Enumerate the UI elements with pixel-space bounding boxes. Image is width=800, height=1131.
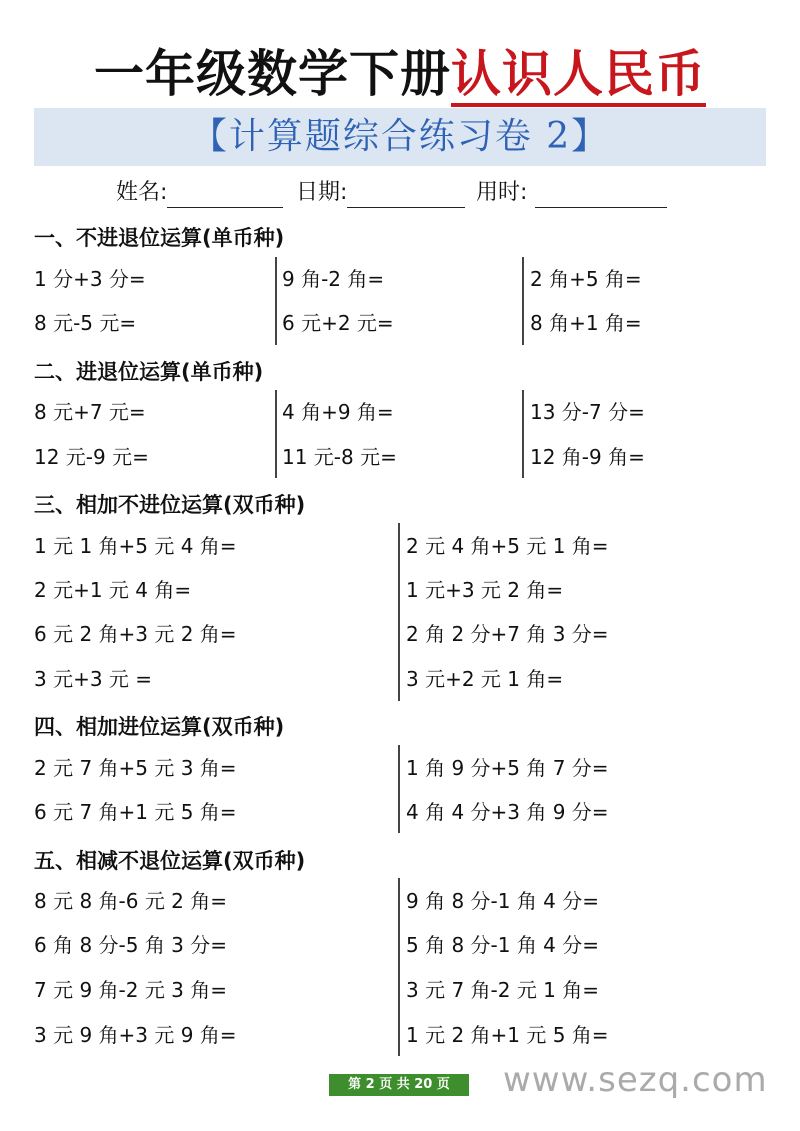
- problem: 4 角+9 角=: [282, 400, 394, 424]
- name-label: 姓名:: [116, 180, 168, 205]
- problem: 12 角-9 角=: [530, 445, 645, 469]
- date-field[interactable]: [296, 178, 465, 208]
- problem: 2 角+5 角=: [530, 267, 642, 291]
- time-field[interactable]: [476, 178, 667, 208]
- section-title: 四、相加进位运算(双币种): [34, 715, 285, 739]
- date-label: 日期:: [296, 180, 348, 205]
- problem: 11 元-8 元=: [282, 445, 397, 469]
- problem: 2 元 4 角+5 元 1 角=: [406, 534, 609, 558]
- column-divider: [398, 523, 400, 701]
- name-blank[interactable]: [167, 183, 283, 208]
- problem: 6 元+2 元=: [282, 311, 394, 335]
- problem: 2 元+1 元 4 角=: [34, 578, 192, 602]
- problem: 3 元+3 元 =: [34, 667, 153, 691]
- website-watermark: www.sezq.com: [503, 1060, 768, 1100]
- problem: 7 元 9 角-2 元 3 角=: [34, 978, 228, 1002]
- problem: 8 角+1 角=: [530, 311, 642, 335]
- subtitle-banner: [34, 108, 766, 166]
- problem: 4 角 4 分+3 角 9 分=: [406, 800, 609, 824]
- worksheet-title: [0, 38, 800, 110]
- problem: 3 元 9 角+3 元 9 角=: [34, 1023, 237, 1047]
- column-divider: [398, 878, 400, 1056]
- problem: 2 元 7 角+5 元 3 角=: [34, 756, 237, 780]
- subtitle-text: 【计算题综合练习卷 2】: [190, 116, 610, 157]
- problem: 13 分-7 分=: [530, 400, 645, 424]
- title-topic: 认识人民币: [451, 45, 706, 107]
- time-blank[interactable]: [535, 183, 667, 208]
- problem: 3 元 7 角-2 元 1 角=: [406, 978, 600, 1002]
- problem: 1 元+3 元 2 角=: [406, 578, 564, 602]
- date-blank[interactable]: [347, 183, 465, 208]
- problem: 1 角 9 分+5 角 7 分=: [406, 756, 609, 780]
- problem: 1 元 2 角+1 元 5 角=: [406, 1023, 609, 1047]
- time-label: 用时:: [476, 180, 528, 205]
- column-divider: [522, 390, 524, 478]
- problem: 6 元 7 角+1 元 5 角=: [34, 800, 237, 824]
- column-divider: [275, 257, 277, 345]
- problem: 8 元+7 元=: [34, 400, 146, 424]
- problem: 8 元 8 角-6 元 2 角=: [34, 889, 228, 913]
- page-number-badge: 第 2 页 共 20 页: [329, 1074, 469, 1096]
- problem: 6 角 8 分-5 角 3 分=: [34, 933, 228, 957]
- section-title: 二、进退位运算(单币种): [34, 360, 264, 384]
- section-title: 三、相加不进位运算(双币种): [34, 493, 306, 517]
- problem: 5 角 8 分-1 角 4 分=: [406, 933, 600, 957]
- title-main: 一年级数学下册: [94, 45, 451, 103]
- problem: 9 角 8 分-1 角 4 分=: [406, 889, 600, 913]
- column-divider: [275, 390, 277, 478]
- name-field[interactable]: [116, 178, 283, 208]
- column-divider: [522, 257, 524, 345]
- problem: 1 元 1 角+5 元 4 角=: [34, 534, 237, 558]
- problem: 3 元+2 元 1 角=: [406, 667, 564, 691]
- problem: 2 角 2 分+7 角 3 分=: [406, 622, 609, 646]
- column-divider: [398, 745, 400, 833]
- section-title: 一、不进退位运算(单币种): [34, 226, 285, 250]
- problem: 8 元-5 元=: [34, 311, 137, 335]
- problem: 9 角-2 角=: [282, 267, 385, 291]
- problem: 1 分+3 分=: [34, 267, 146, 291]
- problem: 12 元-9 元=: [34, 445, 149, 469]
- section-title: 五、相减不退位运算(双币种): [34, 849, 306, 873]
- problem: 6 元 2 角+3 元 2 角=: [34, 622, 237, 646]
